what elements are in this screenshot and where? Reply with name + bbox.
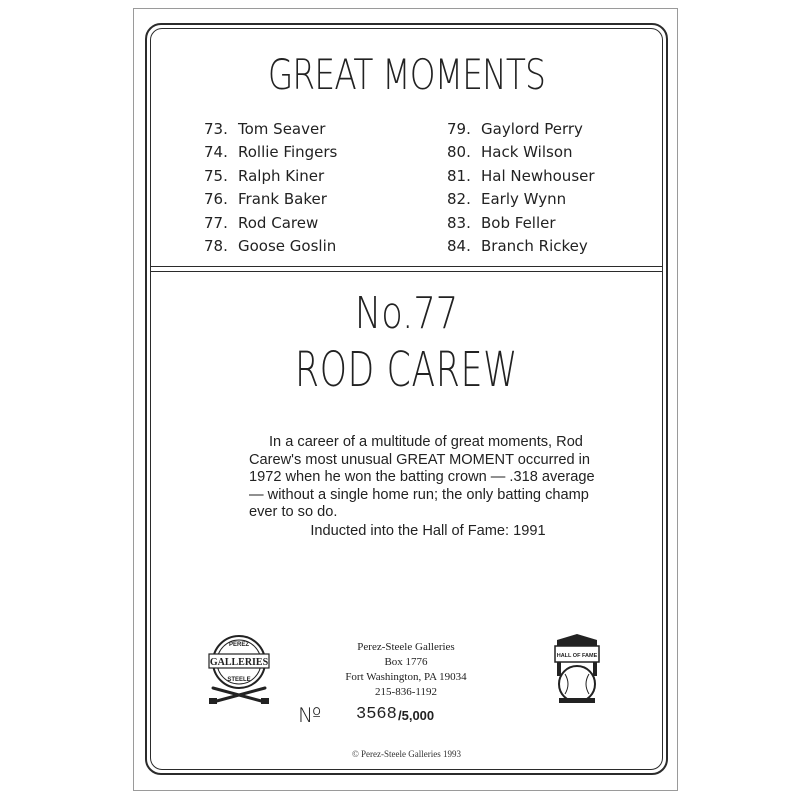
card-number: No.77 bbox=[354, 288, 459, 339]
logo-top-text: PEREZ bbox=[228, 642, 250, 648]
list-item: 74. Rollie Fingers bbox=[204, 143, 338, 162]
section-divider-top bbox=[150, 266, 663, 267]
galleries-logo bbox=[203, 632, 275, 708]
list-item: 80. Hack Wilson bbox=[447, 143, 573, 162]
number-symbol: № bbox=[298, 703, 322, 727]
list-item: 79. Gaylord Perry bbox=[447, 120, 583, 138]
induction-line: Inducted into the Hall of Fame: 1991 bbox=[310, 523, 546, 539]
list-item: 84. Branch Rickey bbox=[447, 236, 588, 255]
list-item: 78. Goose Goslin bbox=[204, 236, 337, 255]
list-item: 82. Early Wynn bbox=[447, 190, 567, 209]
publisher-address: Perez-Steele Galleries Box 1776 Fort Washington, PA 19034 215-836-1192 bbox=[345, 641, 467, 698]
logo-main-text: GALLERIES bbox=[209, 657, 269, 668]
list-item: 81. Hal Newhouser bbox=[447, 166, 595, 185]
list-item: 77. Rod Carew bbox=[204, 213, 319, 232]
serial-number: 3568 bbox=[356, 705, 397, 724]
player-list-left bbox=[204, 118, 337, 258]
moment-description: In a career of a multitude of great moments, Rod Carew's most unusual GREAT MOMENT occurred in 1972 when he won the batting crown — .318 average — without a single home run; the only batting champ ever to so do. bbox=[249, 434, 595, 521]
player-name: ROD CAREW bbox=[294, 342, 519, 398]
copyright-line: © Perez-Steele Galleries 1993 bbox=[351, 749, 462, 759]
section-divider-bottom bbox=[150, 271, 663, 272]
hall-of-fame-logo bbox=[551, 632, 603, 706]
logo-bottom-text: STEELE bbox=[227, 677, 251, 683]
page-title: GREAT MOMENTS bbox=[267, 50, 546, 99]
list-item: 83. Bob Feller bbox=[447, 213, 556, 232]
player-list-right bbox=[447, 118, 595, 258]
hof-text: HALL OF FAME bbox=[556, 653, 598, 659]
list-item: 76. Frank Baker bbox=[204, 190, 327, 209]
list-item: 73. Tom Seaver bbox=[204, 120, 326, 138]
edition-total: /5,000 bbox=[398, 708, 435, 723]
list-item: 75. Ralph Kiner bbox=[204, 166, 325, 185]
